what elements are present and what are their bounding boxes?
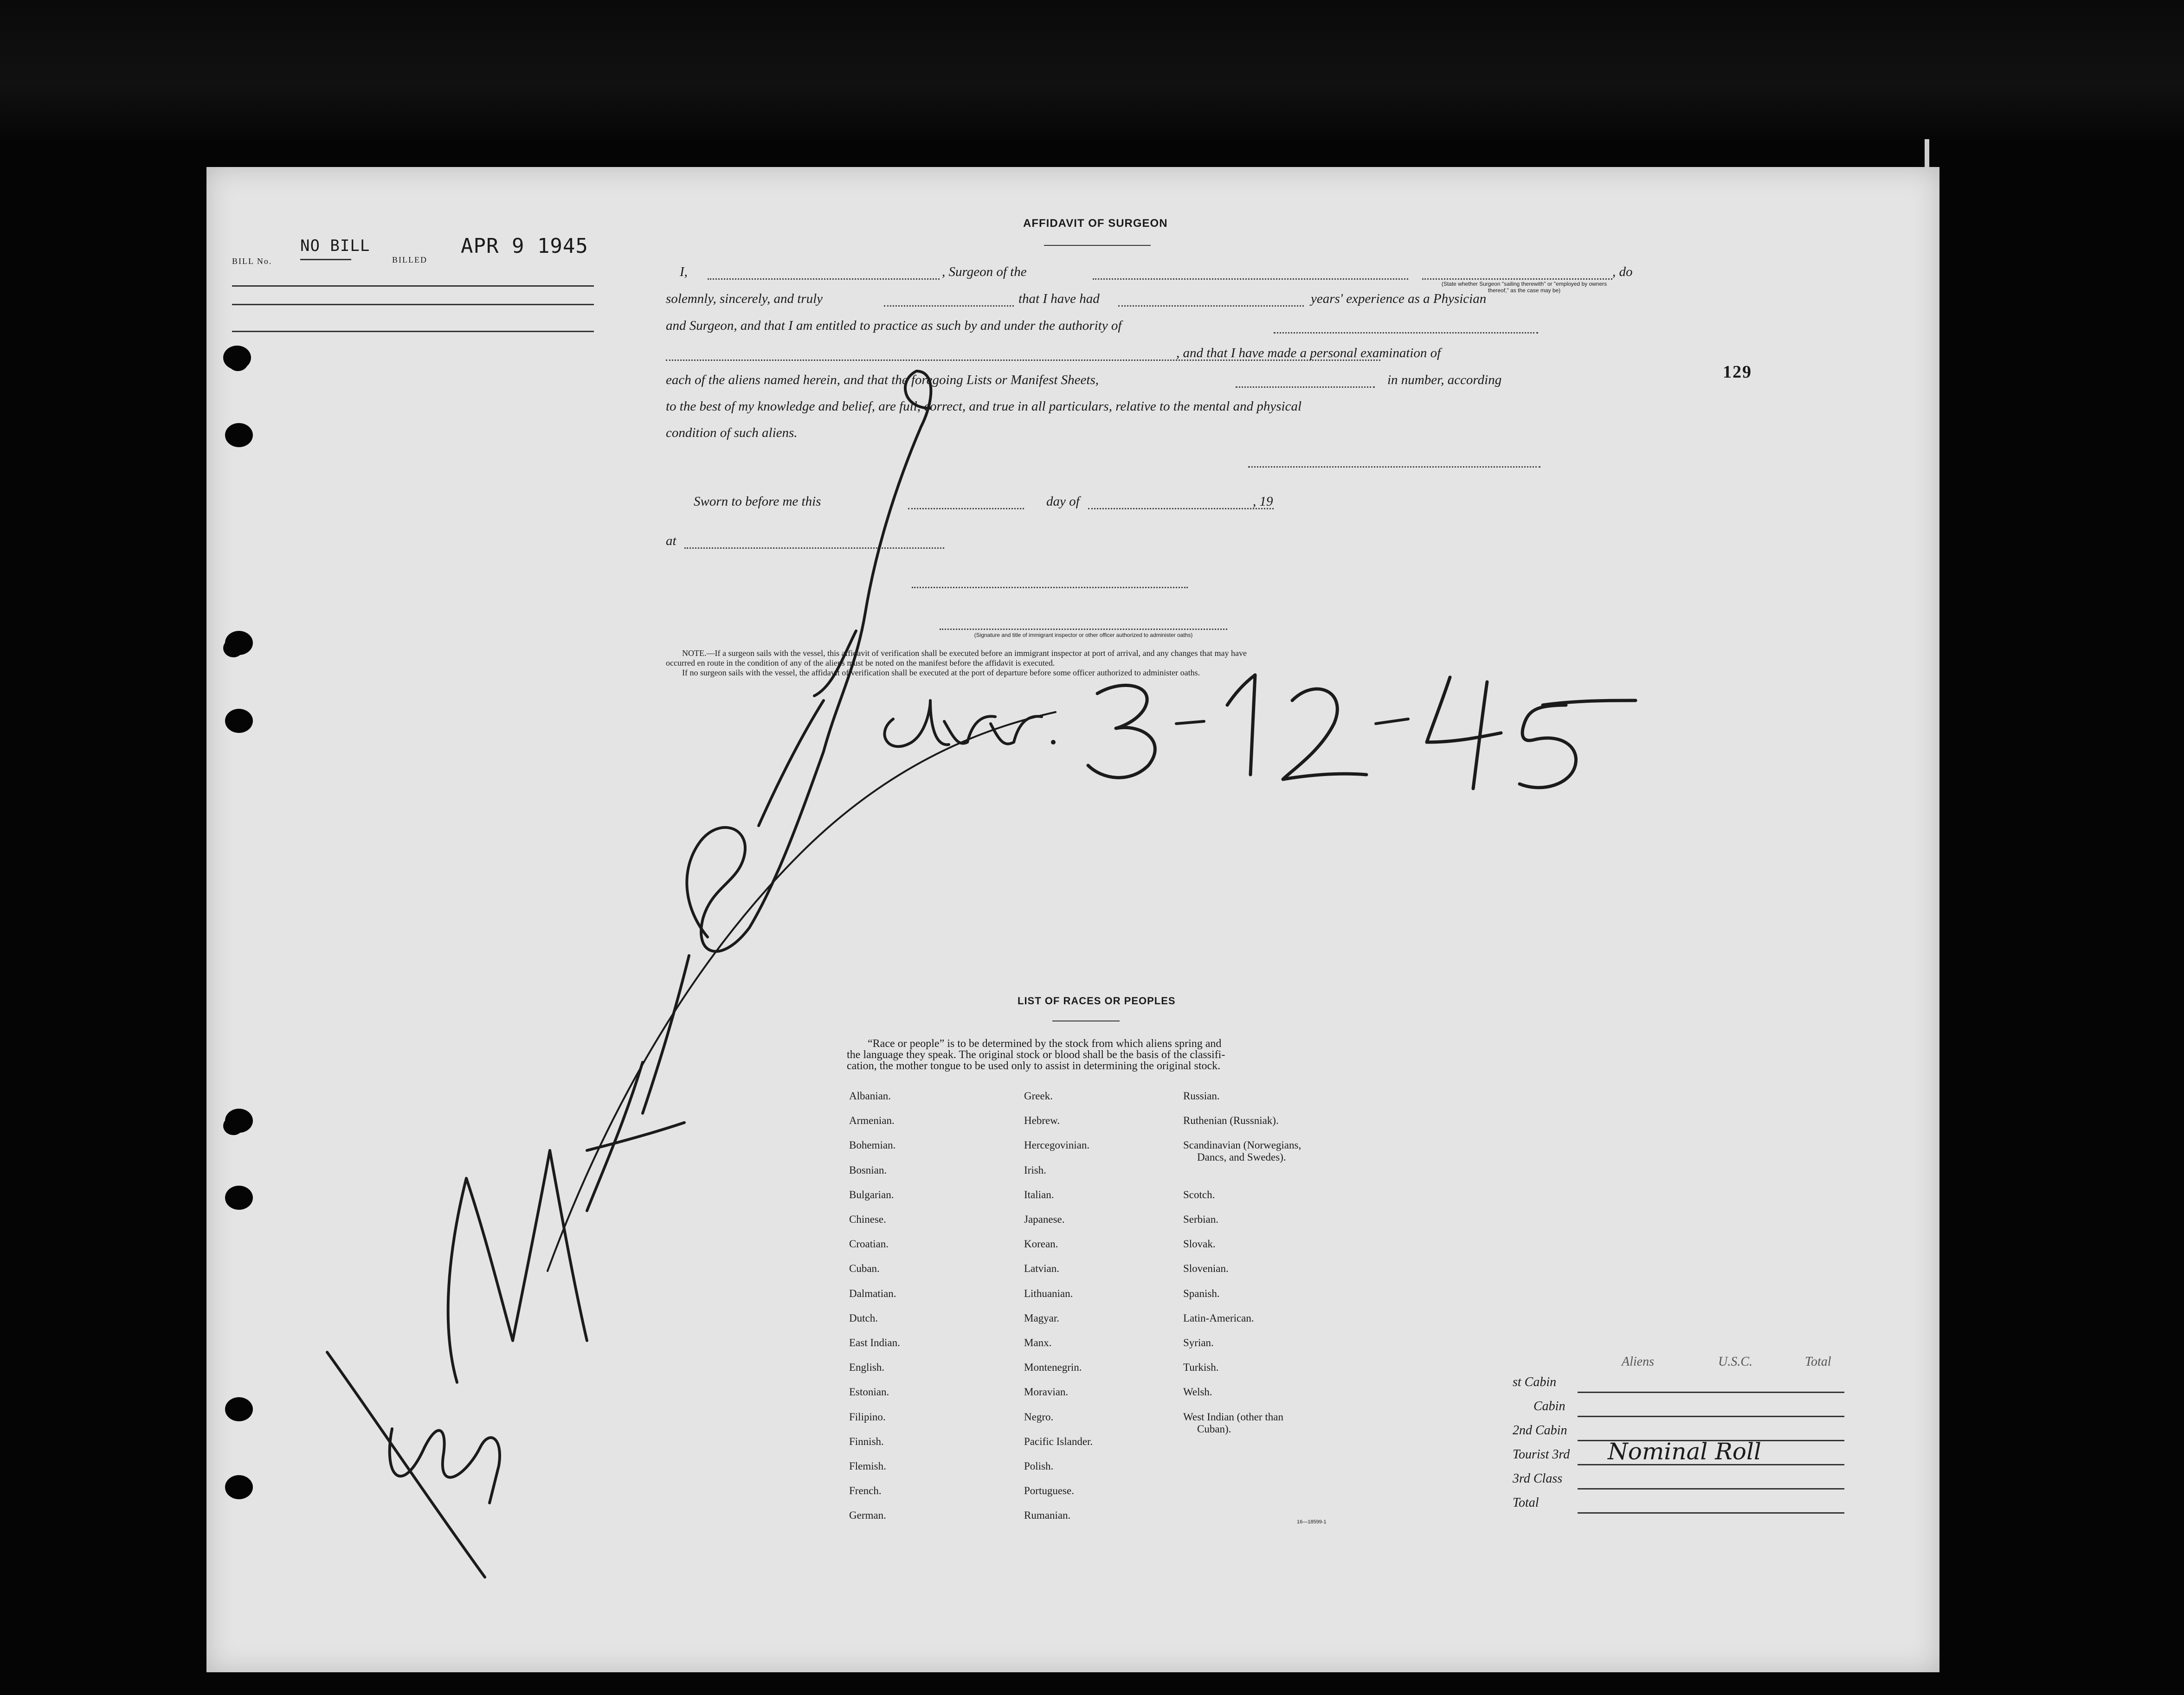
race-entry: Polish. <box>1024 1460 1054 1472</box>
races-title: LIST OF RACES OR PEOPLES <box>1018 995 1176 1007</box>
affidavit-line-2a: solemnly, sincerely, and truly <box>666 291 823 306</box>
race-entry: Estonian. <box>849 1386 889 1398</box>
races-intro-1: “Race or people” is to be determined by the stock from which aliens spring and <box>868 1038 1222 1050</box>
summary-row-label: Tourist 3rd <box>1513 1447 1570 1462</box>
race-entry: Negro. <box>1024 1411 1054 1423</box>
diagonal-signature-strokes <box>327 371 931 1577</box>
race-entry: Dalmatian. <box>849 1287 896 1299</box>
race-entry: Flemish. <box>849 1460 886 1472</box>
race-entry: Finnish. <box>849 1435 884 1447</box>
race-entry: Portuguese. <box>1024 1485 1074 1497</box>
race-entry: Welsh. <box>1183 1386 1212 1398</box>
race-entry: Turkish. <box>1183 1361 1219 1374</box>
billed-date-stamp: APR 9 1945 <box>461 234 588 258</box>
affidavit-line-1a: I, <box>680 264 688 279</box>
tourist-handwritten-entry: Nominal Roll <box>1608 1438 1761 1465</box>
races-intro-3: cation, the mother tongue to be used only to assist in determining the original stock. <box>847 1060 1221 1072</box>
race-entry: Latin-American. <box>1183 1312 1254 1324</box>
summary-row-label: 3rd Class <box>1513 1471 1563 1486</box>
race-entry: Greek. <box>1024 1090 1053 1102</box>
race-entry: French. <box>849 1485 882 1497</box>
race-entry: Slovak. <box>1183 1238 1216 1250</box>
race-entry: Russian. <box>1183 1090 1220 1102</box>
arrival-date-handwriting <box>884 675 1636 789</box>
affidavit-line-2b: that I have had <box>1018 291 1100 306</box>
race-entry: East Indian. <box>849 1337 900 1348</box>
summary-row-label: Cabin <box>1533 1399 1566 1413</box>
race-entry: Syrian. <box>1183 1337 1214 1348</box>
race-entry: Hebrew. <box>1024 1115 1060 1127</box>
race-entry: Bohemian. <box>849 1139 896 1151</box>
race-entry: Cuban). <box>1197 1423 1231 1435</box>
race-entry: Serbian. <box>1183 1213 1219 1225</box>
race-entry: Armenian. <box>849 1115 895 1127</box>
affidavit-line-1b: , Surgeon of the <box>942 264 1027 279</box>
affidavit-line-5b: in number, according <box>1387 372 1502 387</box>
billed-label: BILLED <box>392 255 427 264</box>
page-number: 129 <box>1723 362 1752 382</box>
race-entry: English. <box>849 1361 885 1374</box>
col-header-usc: U.S.C. <box>1718 1355 1752 1369</box>
race-entry: Scotch. <box>1183 1188 1215 1201</box>
summary-row-label: Total <box>1513 1496 1539 1510</box>
race-entry: Scandinavian (Norwegians, <box>1183 1139 1301 1151</box>
sworn-text-b: day of <box>1046 494 1080 509</box>
race-entry: Irish. <box>1024 1164 1046 1176</box>
col-header-aliens: Aliens <box>1622 1355 1654 1369</box>
col-header-total: Total <box>1805 1355 1831 1369</box>
signature-caption: (Signature and title of immigrant inspector or other officer authorized to administer oaths) <box>974 632 1193 638</box>
race-entry: Rumanian. <box>1024 1509 1071 1522</box>
race-entry: Pacific Islander. <box>1024 1435 1093 1447</box>
affidavit-line-4: , and that I have made a personal examination of <box>1176 346 1441 360</box>
race-entry: Dutch. <box>849 1312 878 1324</box>
bill-value: NO BILL <box>300 237 370 255</box>
race-entry: Manx. <box>1024 1337 1052 1348</box>
race-entry: Spanish. <box>1183 1287 1220 1299</box>
race-entry: Croatian. <box>849 1238 889 1250</box>
affidavit-line-7: condition of such aliens. <box>666 425 798 440</box>
race-entry: Filipino. <box>849 1411 886 1423</box>
sworn-text-c: , 19 <box>1253 494 1273 509</box>
race-entry: Latvian. <box>1024 1263 1059 1275</box>
race-entry: Lithuanian. <box>1024 1287 1073 1299</box>
note-line-3: If no surgeon sails with the vessel, the affidavit of verification shall be executed at the port of departure before some officer authorized to administer oaths. <box>682 668 1200 677</box>
race-entry: Dancs, and Swedes). <box>1197 1151 1286 1163</box>
signature-text <box>624 1048 627 1049</box>
at-label: at <box>666 533 676 548</box>
affidavit-line-3: and Surgeon, and that I am entitled to practice as such by and under the authority of <box>666 318 1122 333</box>
race-entry: Moravian. <box>1024 1386 1069 1398</box>
form-code: 16—18599-1 <box>1297 1519 1327 1525</box>
affidavit-line-6: to the best of my knowledge and belief, are full, correct, and true in all particulars, relative to the mental and physical <box>666 399 1302 414</box>
state-note: (State whether Surgeon "sailing therewith" or "employed by owners thereof," as the case may be) <box>1441 281 1607 294</box>
race-entry: Bosnian. <box>849 1164 887 1176</box>
sworn-text-a: Sworn to before me this <box>694 494 821 509</box>
race-entry: Japanese. <box>1024 1213 1065 1225</box>
film-frame-mark <box>1925 139 1929 167</box>
race-entry: German. <box>849 1509 886 1522</box>
race-entry: Albanian. <box>849 1090 891 1102</box>
pencil-curve <box>548 712 1056 1271</box>
race-entry: Hercegovinian. <box>1024 1139 1090 1151</box>
affidavit-line-5a: each of the aliens named herein, and that the foregoing Lists or Manifest Sheets, <box>666 372 1099 387</box>
race-entry: Slovenian. <box>1183 1263 1229 1275</box>
note-line-2: occurred en route in the condition of any of the aliens must be noted on the manifest before the affidavit is executed. <box>666 658 1055 668</box>
summary-row-label: 2nd Cabin <box>1513 1423 1567 1438</box>
race-entry: Chinese. <box>849 1213 886 1225</box>
race-entry: Italian. <box>1024 1188 1054 1201</box>
summary-row-label: st Cabin <box>1513 1375 1557 1389</box>
bill-label: BILL No. <box>232 257 272 266</box>
manifest-sheet <box>206 167 1939 1672</box>
race-entry: Montenegrin. <box>1024 1361 1082 1374</box>
race-entry: Cuban. <box>849 1263 880 1275</box>
affidavit-line-2c: years' experience as a Physician <box>1311 291 1487 306</box>
handwriting-layer <box>206 167 1939 1672</box>
races-intro-2: the language they speak. The original stock or blood shall be the basis of the classifi- <box>847 1049 1225 1061</box>
note-line-1: NOTE.—If a surgeon sails with the vessel, this affidavit of verification shall be executed before an immigrant inspector at port of arrival, and any changes that may have <box>682 648 1247 658</box>
race-entry: West Indian (other than <box>1183 1411 1283 1423</box>
affidavit-line-1c: , do <box>1612 264 1633 279</box>
race-entry: Ruthenian (Russniak). <box>1183 1115 1279 1127</box>
race-entry: Magyar. <box>1024 1312 1060 1324</box>
film-border-top <box>0 0 2184 139</box>
race-entry: Korean. <box>1024 1238 1058 1250</box>
race-entry: Bulgarian. <box>849 1188 894 1201</box>
affidavit-title: AFFIDAVIT OF SURGEON <box>1023 217 1168 230</box>
